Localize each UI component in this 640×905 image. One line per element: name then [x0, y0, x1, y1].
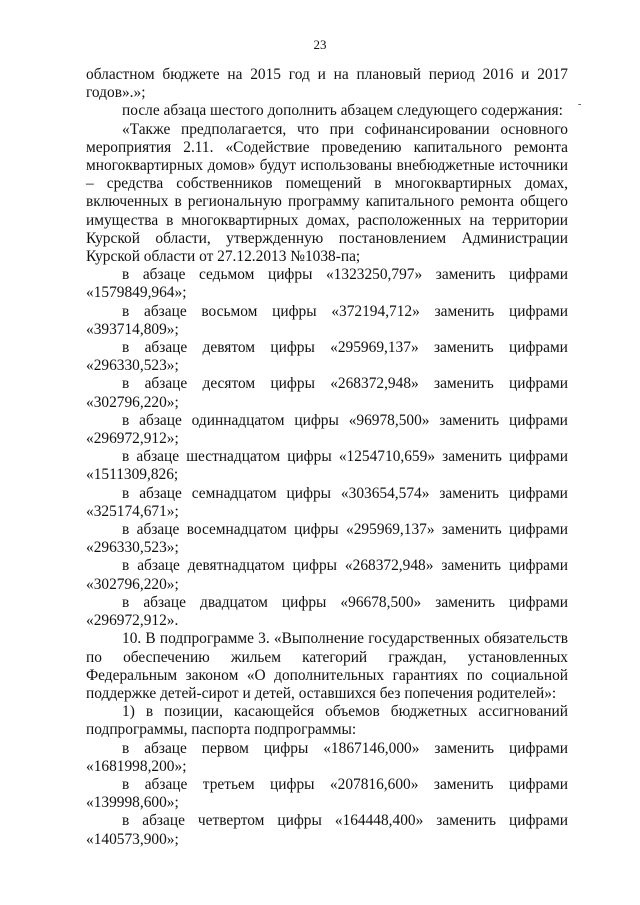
instruction-word: заменить: [435, 593, 495, 611]
paragraph: областном бюджете на 2015 год и на плановый период 2016 и 2017 годов».»;: [86, 66, 568, 102]
instruction-word: заменить: [434, 375, 494, 393]
instruction-line: [86, 448, 568, 466]
instruction-line: [86, 740, 568, 758]
section-10-paragraph: 10. В подпрограмме 3. «Выполнение государственных обязательств по обеспечению жильем категорий граждан, установленных Федеральным законом «О дополнительных гарантиях по социальной поддержке детей-сирот и детей, оставшихся без попечения родителей»:: [86, 630, 568, 702]
instruction-word: «295969,137»: [346, 521, 435, 539]
instruction-word: абзаце: [144, 339, 188, 357]
instruction-word: «372194,712»: [331, 302, 420, 320]
instruction-word: абзаце: [136, 521, 180, 539]
instruction-word: седьмом: [199, 266, 255, 284]
instruction-word: абзаце: [144, 302, 187, 320]
intro-paragraphs: [86, 66, 568, 266]
replacement-instruction: [86, 303, 568, 339]
instruction-line: [86, 375, 568, 393]
instruction-word: заменить: [439, 484, 500, 502]
replacement-instruction: [86, 521, 568, 557]
instruction-word: цифры: [267, 266, 313, 284]
instruction-word: двадцатом: [199, 593, 268, 611]
instruction-word: цифры: [294, 521, 339, 539]
instruction-word: в: [122, 411, 130, 429]
instruction-word: девятнадцатом: [187, 557, 285, 575]
instruction-word: в: [122, 448, 130, 466]
instruction-word: абзаце: [142, 266, 186, 284]
new-value: «296330,523»;: [86, 539, 179, 557]
new-value: «1511309,826;: [86, 466, 179, 484]
replacement-list-a: [86, 266, 568, 630]
instruction-word: абзаце: [136, 448, 180, 466]
instruction-word: абзаце: [137, 557, 180, 575]
instruction-word: цифрами: [509, 739, 568, 757]
replacement-instruction: [86, 266, 568, 302]
instruction-word: цифры: [270, 375, 315, 393]
new-value: «296972,912»;: [86, 430, 179, 448]
instruction-word: «1867146,000»: [323, 739, 420, 757]
instruction-word: первом: [201, 739, 249, 757]
new-value: «1681998,200»;: [86, 757, 187, 775]
replacement-instruction: [86, 812, 568, 848]
instruction-line: [86, 812, 568, 830]
instruction-word: заменить: [434, 739, 495, 757]
instruction-line: [86, 557, 568, 575]
document-body: [86, 66, 568, 849]
instruction-word: цифры: [286, 484, 331, 502]
margin-mark: -: [578, 99, 582, 110]
new-value: «302796,220»;: [86, 575, 179, 593]
instruction-word: в: [122, 339, 130, 357]
new-value: «139998,600»;: [86, 794, 179, 812]
instruction-word: в: [122, 302, 130, 320]
instruction-word: цифрами: [508, 484, 568, 502]
new-value: «393714,809»;: [86, 320, 179, 338]
replacement-instruction: [86, 412, 568, 448]
paragraph: после абзаца шестого дополнить абзацем следующего содержания:: [122, 102, 563, 120]
instruction-word: цифры: [287, 448, 332, 466]
instruction-word: в: [122, 484, 130, 502]
replacement-list-b: [86, 740, 568, 849]
replacement-instruction: [86, 339, 568, 375]
instruction-word: цифрами: [509, 775, 568, 793]
instruction-word: цифрами: [508, 812, 568, 830]
instruction-word: восемнадцатом: [186, 521, 287, 539]
replacement-instruction: [86, 448, 568, 484]
instruction-word: «268372,948»: [344, 557, 434, 575]
instruction-line: [86, 594, 568, 612]
instruction-word: в: [122, 593, 130, 611]
instruction-word: «303654,574»: [340, 484, 430, 502]
instruction-word: в: [122, 812, 130, 830]
instruction-word: заменить: [435, 266, 496, 284]
instruction-word: абзаце: [139, 411, 182, 429]
new-value: «296972,912».: [86, 612, 179, 630]
replacement-instruction: [86, 375, 568, 411]
page-number: 23: [313, 37, 327, 52]
instruction-word: цифрами: [509, 375, 568, 393]
new-value: «325174,671»;: [86, 502, 179, 520]
replacement-instruction: [86, 776, 568, 812]
instruction-word: цифры: [270, 339, 315, 357]
instruction-word: заменить: [441, 521, 502, 539]
instruction-word: цифры: [277, 812, 322, 830]
instruction-word: «207816,600»: [329, 775, 419, 793]
instruction-word: цифрами: [509, 302, 568, 320]
instruction-word: цифры: [263, 739, 309, 757]
new-value: «296330,523»;: [86, 357, 179, 375]
instruction-line: [86, 339, 568, 357]
instruction-word: в: [122, 266, 130, 284]
instruction-word: цифры: [281, 593, 327, 611]
new-value: «1579849,964»;: [86, 284, 187, 302]
instruction-word: заменить: [433, 775, 494, 793]
instruction-word: абзаце: [143, 593, 186, 611]
instruction-word: шестнадцатом: [186, 448, 281, 466]
instruction-word: цифры: [270, 775, 315, 793]
instruction-word: заменить: [434, 302, 495, 320]
instruction-line: [86, 776, 568, 794]
instruction-word: цифрами: [508, 266, 568, 284]
instruction-line: [86, 303, 568, 321]
instruction-line: [86, 485, 568, 503]
instruction-word: девятом: [202, 339, 256, 357]
instruction-word: абзаце: [144, 739, 187, 757]
instruction-word: «96978,500»: [348, 411, 430, 429]
instruction-word: цифры: [294, 411, 339, 429]
instruction-word: абзаце: [144, 775, 188, 793]
instruction-line: [86, 266, 568, 284]
instruction-line: [86, 412, 568, 430]
instruction-word: абзаце: [142, 812, 185, 830]
replacement-instruction: [86, 485, 568, 521]
instruction-word: цифрами: [509, 521, 568, 539]
instruction-word: цифры: [272, 302, 317, 320]
instruction-word: цифрами: [509, 448, 568, 466]
instruction-word: заменить: [441, 557, 502, 575]
instruction-word: одиннадцатом: [191, 411, 285, 429]
replacement-instruction: [86, 594, 568, 630]
instruction-word: цифры: [292, 557, 337, 575]
instruction-word: «164448,400»: [334, 812, 424, 830]
instruction-word: третьем: [202, 775, 255, 793]
replacement-instruction: [86, 740, 568, 776]
instruction-word: восьмом: [201, 302, 258, 320]
instruction-word: цифрами: [509, 593, 568, 611]
instruction-word: цифрами: [508, 339, 568, 357]
instruction-word: в: [122, 739, 130, 757]
instruction-word: заменить: [442, 448, 502, 466]
instruction-word: цифрами: [508, 411, 568, 429]
new-value: «140573,900»;: [86, 830, 179, 848]
instruction-word: в: [122, 375, 130, 393]
instruction-word: заменить: [433, 339, 494, 357]
instruction-word: четвертом: [197, 812, 265, 830]
instruction-word: семнадцатом: [191, 484, 277, 502]
instruction-word: абзаце: [144, 375, 188, 393]
instruction-word: заменить: [436, 812, 496, 830]
instruction-word: заменить: [439, 411, 500, 429]
item-1-paragraph: 1) в позиции, касающейся объемов бюджетных ассигнований подпрограммы, паспорта подпрограммы:: [86, 703, 568, 739]
instruction-word: «1254710,659»: [338, 448, 436, 466]
instruction-word: в: [122, 557, 130, 575]
instruction-word: в: [122, 521, 130, 539]
instruction-word: «1323250,797»: [325, 266, 423, 284]
instruction-word: цифрами: [509, 557, 568, 575]
instruction-word: «268372,948»: [330, 375, 419, 393]
instruction-line: [86, 521, 568, 539]
instruction-word: «295969,137»: [330, 339, 419, 357]
replacement-instruction: [86, 557, 568, 593]
instruction-word: абзаце: [139, 484, 182, 502]
paragraph: «Также предполагается, что при софинансировании основного мероприятия 2.11. «Содействие проведению капитального ремонта многоквартирных домов» будут использованы внебюджетные источники – средства собственников помещений в многоквартирных домах, включенных в региональную программу капитального ремонта общего имущества в многоквартирных домах, расположенных на территории Курской области, утвержденную постановлением Администрации Курской области от 27.12.2013 №1038-па;: [86, 120, 568, 266]
instruction-word: «96678,500»: [340, 593, 422, 611]
instruction-word: в: [122, 775, 130, 793]
new-value: «302796,220»;: [86, 393, 179, 411]
instruction-word: десятом: [202, 375, 256, 393]
